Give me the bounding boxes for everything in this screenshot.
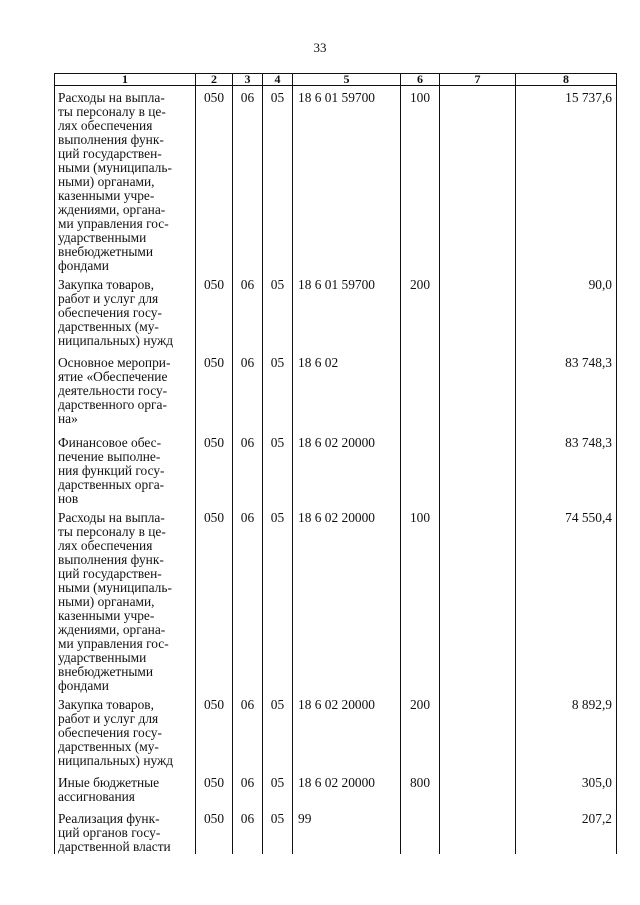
cell-col7 — [440, 693, 516, 771]
header-col-1: 1 — [55, 74, 196, 86]
header-row — [55, 74, 617, 86]
cell-amount: 83 748,3 — [516, 431, 617, 506]
cell-amount: 15 737,6 — [516, 86, 617, 274]
header-col-6: 6 — [401, 74, 440, 86]
cell-section: 06 — [233, 351, 263, 431]
cell-amount: 90,0 — [516, 273, 617, 351]
cell-section: 06 — [233, 506, 263, 693]
row-description — [55, 351, 196, 431]
budget-table — [54, 73, 617, 854]
cell-subsection: 05 — [263, 351, 293, 431]
cell-ministry: 050 — [196, 771, 233, 807]
cell-target-article: 18 6 02 — [293, 351, 401, 431]
cell-subsection: 05 — [263, 807, 293, 854]
row-description — [55, 273, 196, 351]
cell-col7 — [440, 273, 516, 351]
table-row — [55, 506, 617, 693]
cell-expense-type: 100 — [401, 506, 440, 693]
row-description-text: Расходы на выпла- ты персоналу в це- лях обеспечения выполнения функ- ций государствен- ными (муниципаль- ными) органами, казенными учре- ждениями, органа- ми управления гос- ударственными внебюджетными фондами — [58, 510, 172, 693]
cell-expense-type — [401, 807, 440, 854]
header-col-5: 5 — [293, 74, 401, 86]
cell-col7 — [440, 771, 516, 807]
table-row — [55, 807, 617, 854]
cell-subsection: 05 — [263, 86, 293, 274]
row-description-text: Иные бюджетные ассигнования — [58, 775, 160, 804]
cell-target-article: 18 6 02 20000 — [293, 506, 401, 693]
cell-target-article: 18 6 01 59700 — [293, 273, 401, 351]
cell-col7 — [440, 86, 516, 274]
cell-amount: 8 892,9 — [516, 693, 617, 771]
row-description — [55, 86, 196, 274]
header-col-3: 3 — [233, 74, 263, 86]
cell-amount: 305,0 — [516, 771, 617, 807]
cell-expense-type — [401, 431, 440, 506]
row-description-text: Закупка товаров, работ и услуг для обеспечения госу- дарственных (му- ниципальных) нужд — [58, 277, 174, 348]
header-col-8: 8 — [516, 74, 617, 86]
cell-ministry: 050 — [196, 86, 233, 274]
cell-subsection: 05 — [263, 273, 293, 351]
cell-section: 06 — [233, 86, 263, 274]
row-description — [55, 693, 196, 771]
table-row — [55, 771, 617, 807]
row-description-text: Расходы на выпла- ты персоналу в це- лях обеспечения выполнения функ- ций государствен- ными (муниципаль- ными) органами, казенными учре- ждениями, органа- ми управления гос- ударственными внебюджетными фондами — [58, 90, 172, 273]
cell-expense-type: 800 — [401, 771, 440, 807]
cell-section: 06 — [233, 807, 263, 854]
header-col-7: 7 — [440, 74, 516, 86]
cell-expense-type: 200 — [401, 693, 440, 771]
table-row — [55, 273, 617, 351]
table-row — [55, 431, 617, 506]
cell-expense-type: 100 — [401, 86, 440, 274]
cell-ministry: 050 — [196, 351, 233, 431]
cell-section: 06 — [233, 771, 263, 807]
cell-col7 — [440, 807, 516, 854]
cell-subsection: 05 — [263, 506, 293, 693]
row-description — [55, 431, 196, 506]
cell-ministry: 050 — [196, 693, 233, 771]
cell-subsection: 05 — [263, 693, 293, 771]
cell-subsection: 05 — [263, 771, 293, 807]
header-col-2: 2 — [196, 74, 233, 86]
row-description-text: Основное меропри- ятие «Обеспечение деятельности госу- дарственного орга- на» — [58, 355, 171, 426]
cell-col7 — [440, 506, 516, 693]
table-row — [55, 86, 617, 274]
cell-ministry: 050 — [196, 807, 233, 854]
page-number: 33 — [313, 40, 327, 55]
cell-subsection: 05 — [263, 431, 293, 506]
cell-section: 06 — [233, 273, 263, 351]
table-row — [55, 351, 617, 431]
cell-ministry: 050 — [196, 431, 233, 506]
cell-amount: 83 748,3 — [516, 351, 617, 431]
row-description — [55, 506, 196, 693]
cell-target-article: 18 6 02 20000 — [293, 431, 401, 506]
cell-target-article: 18 6 01 59700 — [293, 86, 401, 274]
cell-target-article: 18 6 02 20000 — [293, 771, 401, 807]
cell-col7 — [440, 431, 516, 506]
row-description — [55, 771, 196, 807]
cell-section: 06 — [233, 431, 263, 506]
row-description-text: Реализация функ- ций органов госу- дарственной власти — [58, 811, 171, 854]
cell-ministry: 050 — [196, 273, 233, 351]
header-col-4: 4 — [263, 74, 293, 86]
cell-col7 — [440, 351, 516, 431]
cell-expense-type: 200 — [401, 273, 440, 351]
cell-amount: 207,2 — [516, 807, 617, 854]
cell-target-article: 99 — [293, 807, 401, 854]
cell-section: 06 — [233, 693, 263, 771]
row-description-text: Закупка товаров, работ и услуг для обеспечения госу- дарственных (му- ниципальных) нужд — [58, 697, 174, 768]
cell-target-article: 18 6 02 20000 — [293, 693, 401, 771]
cell-ministry: 050 — [196, 506, 233, 693]
row-description-text: Финансовое обес- печение выполне- ния функций госу- дарственных орга- нов — [58, 435, 165, 506]
cell-amount: 74 550,4 — [516, 506, 617, 693]
table-row — [55, 693, 617, 771]
row-description — [55, 807, 196, 854]
cell-expense-type — [401, 351, 440, 431]
